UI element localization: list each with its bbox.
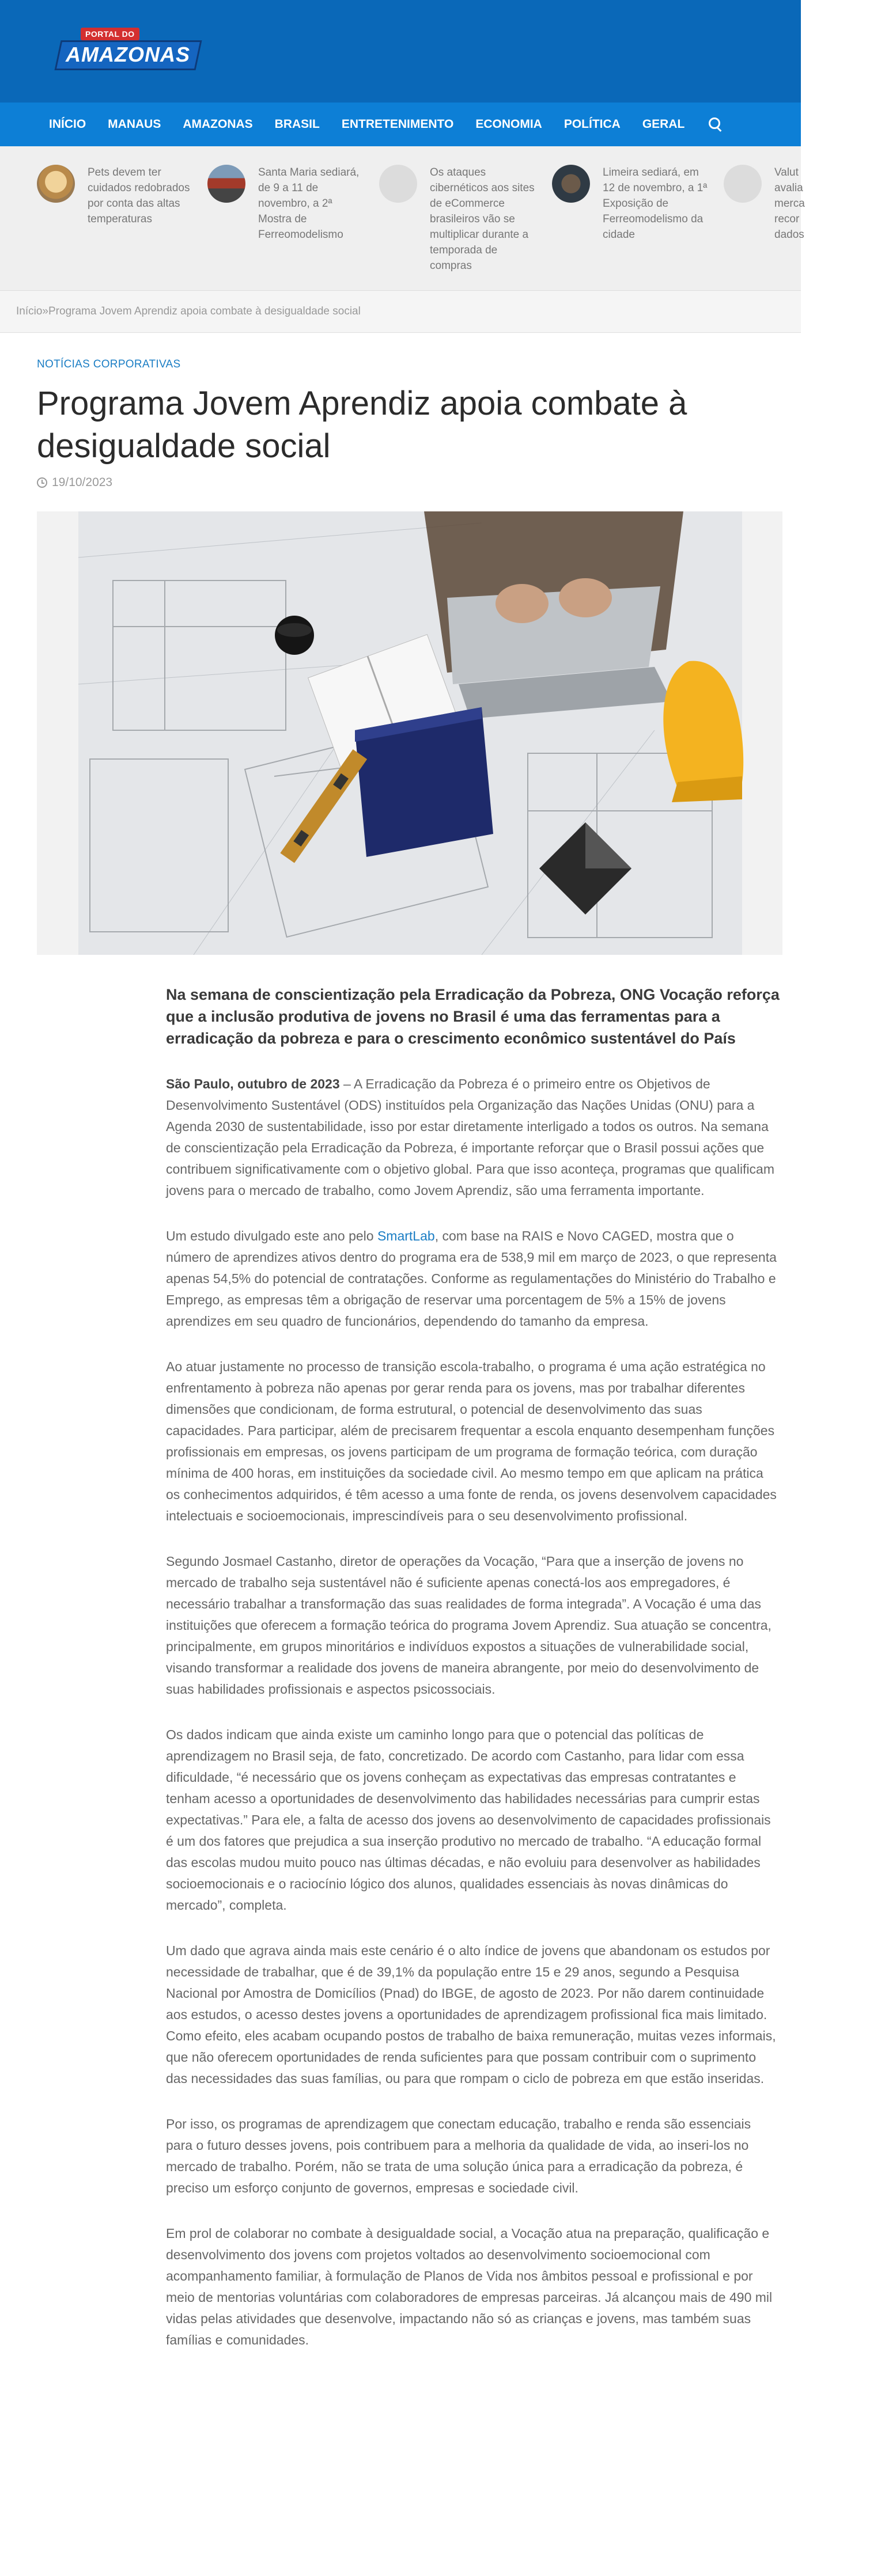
article-paragraph: Em prol de colaborar no combate à desigualdade social, a Vocação atua na preparação, qualificação e desenvolvimento dos jovens com projetos voltados ao desenvolvimento socioemocional com acompanhamento familiar, à formulação de Planos de Vida nos âmbitos pessoal e profissional e por meio de mentorias voluntárias com colaboradores de empresas parceiras. Já alcançou mais de 490 mil vidas pelas atividades que desenvolve, impactando não só as crianças e jovens, mas também suas famílias e comunidades. — [166, 2226, 773, 2347]
ticker-thumbnail — [37, 165, 75, 203]
article-category[interactable]: NOTÍCIAS CORPORATIVAS — [37, 358, 181, 370]
article-paragraph: Os dados indicam que ainda existe um caminho longo para que o potencial das políticas de aprendizagem no Brasil seja, de fato, concretizado. De acordo com Castanho, para lidar com essa dificuldade, “é necessário que os jovens conheçam as expectativas das empresas contratantes e tenham acesso a oportunidades de desenvolvimento das habilidades necessárias para cumprir estas expectativas.” Para ele, a falta de acesso dos jovens ao desenvolvimento de capacidades profissionais é um dos fatores que prejudica a sua inserção produtivo no mercado de trabalho. “A educação formal das escolas mudou muito pouco nas últimas décadas, e não evoluiu para desenvolver as habilidades socioemocionais e o raciocínio lógico dos alunos, qualidades essenciais às novas dinâmicas do mercado”, completa. — [166, 1727, 771, 1913]
ticker-thumbnail — [379, 165, 417, 203]
search-icon[interactable] — [709, 117, 723, 131]
hero-image-frame — [37, 511, 782, 955]
breadcrumb-separator: » — [42, 305, 48, 317]
ticker-headline[interactable]: Santa Maria sediará, de 9 a 11 de novembro, a 2ª Mostra de Ferreomodelismo — [258, 166, 360, 241]
article-paragraph-text: – A Erradicação da Pobreza é o primeiro entre os Objetivos de Desenvolvimento Sustentável (ODS) instituídos pela Organização das Nações Unidas (ONU) para a Agenda 2030 de sustentabilidade, isso por estar diretamente interligado a todos os outros. Na semana de conscientização pela Erradicação da Pobreza, é importante reforçar que o Brasil possui ações que contribuem significativamente com o objetivo global. Para que isso aconteça, programas que qualificam jovens para o mercado de trabalho, como Jovem Aprendiz, são uma ferramenta importante. — [166, 1076, 775, 1198]
nav-item-entretenimento[interactable]: ENTRETENIMENTO — [341, 117, 454, 131]
nav-item-economia[interactable]: ECONOMIA — [475, 117, 542, 131]
ticker-headline[interactable]: Os ataques cibernéticos aos sites de eCommerce brasileiros vão se multiplicar durante a temporada de compras — [430, 166, 535, 272]
nav-item-brasil[interactable]: BRASIL — [274, 117, 320, 131]
clock-icon — [37, 477, 47, 488]
nav-item-amazonas[interactable]: AMAZONAS — [183, 117, 253, 131]
ticker-item[interactable] — [37, 165, 198, 227]
logo-badge: PORTAL DO — [81, 28, 139, 40]
article-paragraph-text: , com base na RAIS e Novo CAGED, mostra que o número de aprendizes ativos dentro do programa era de 538,9 mil em março de 2023, o que representa apenas 54,5% do potencial de contratações. Conforme as regulamentações do Ministério do Trabalho e Emprego, as empresas têm a obrigação de reservar uma porcentagem de 5% a 15% de jovens aprendizes em seu quadro de funcionários, dependendo do tamanho da empresa. — [166, 1228, 777, 1329]
ticker-item[interactable] — [207, 165, 369, 242]
hero-image — [78, 511, 742, 955]
nav-item-inicio[interactable]: INÍCIO — [49, 117, 86, 131]
main-nav — [0, 103, 801, 146]
article-paragraph: Um dado que agrava ainda mais este cenário é o alto índice de jovens que abandonam os estudos por necessidade de trabalhar, que é de 39,1% da população entre 15 e 29 anos, segundo a Pesquisa Nacional por Amostra de Domicílios (Pnad) do IBGE, de agosto de 2023. Por não darem continuidade aos estudos, o acesso destes jovens a oportunidades de aprendizagem profissional fica mais limitado. Como efeito, eles acabam ocupando postos de trabalho de baixa remuneração, muitas vezes informais, que não oferecem oportunidades de renda suficientes para que possam contribuir com o suprimento das necessidades das suas famílias, ou para que rompam o ciclo de pobreza em que estão inseridas. — [166, 1943, 776, 2086]
article-dateline: São Paulo, outubro de 2023 — [166, 1076, 340, 1091]
article-body — [166, 984, 780, 2351]
article-paragraph — [166, 1073, 780, 1201]
article-lead: Na semana de conscientização pela Erradicação da Pobreza, ONG Vocação reforça que a inclusão produtiva de jovens no Brasil é uma das ferramentas para a erradicação da pobreza e para o crescimento econômico sustentável do País — [166, 986, 780, 1047]
article-paragraph: Segundo Josmael Castanho, diretor de operações da Vocação, “Para que a inserção de jovens no mercado de trabalho seja sustentável não é suficiente apenas conectá-los aos empregadores, é necessário trabalhar a transformação das suas realidades de forma integrada”. A Vocação é uma das instituições que oferecem a formação teórica do programa Jovem Aprendiz. Sua atuação se concentra, principalmente, em grupos minoritários e indivíduos expostos a situações de vulnerabilidade social, visando transformar a realidade dos jovens de maneira abrangente, por meio do desenvolvimento de suas habilidades profissionais e aspectos psicossociais. — [166, 1554, 771, 1697]
article-paragraph: Por isso, os programas de aprendizagem que conectam educação, trabalho e renda são essenciais para o futuro desses jovens, pois contribuem para a melhoria da qualidade de vida, ao inseri-los no mercado de trabalho. Porém, não se trata de uma solução única para a erradicação da pobreza, é preciso um esforço conjunto de governos, empresas e sociedade civil. — [166, 2116, 751, 2195]
ticker-item[interactable] — [552, 165, 713, 242]
logo-word: AMAZONAS — [66, 43, 190, 66]
ticker-thumbnail — [724, 165, 762, 203]
breadcrumb-current: Programa Jovem Aprendiz apoia combate à desigualdade social — [48, 305, 361, 317]
nav-item-geral[interactable]: GERAL — [642, 117, 685, 131]
ticker-headline[interactable]: Valut avalia merca recor dados — [774, 166, 805, 241]
article-title: Programa Jovem Aprendiz apoia combate à desigualdade social — [37, 385, 687, 465]
article-date-text: 19/10/2023 — [52, 476, 113, 489]
article-paragraph — [166, 1226, 780, 1332]
ticker-item[interactable] — [724, 165, 885, 242]
ticker-headline[interactable]: Pets devem ter cuidados redobrados por conta das altas temperaturas — [88, 166, 190, 225]
article-date — [37, 476, 764, 490]
smartlab-link[interactable]: SmartLab — [377, 1228, 435, 1243]
site-header — [0, 0, 801, 103]
hero-illustration — [78, 511, 742, 955]
ticker-headline[interactable]: Limeira sediará, em 12 de novembro, a 1ª Exposição de Ferreomodelismo da cidade — [603, 166, 708, 241]
article-paragraph: Ao atuar justamente no processo de transição escola-trabalho, o programa é uma ação estratégica no enfrentamento à pobreza não apenas por gerar renda para os jovens, mas por trabalhar diferentes dimensões que condicionam, de forma estrutural, o potencial de desenvolvimento das suas capacidades. Para participar, além de precisarem frequentar a escola enquanto desempenham funções profissionais em empresas, os jovens participam de um programa de formação teórica, com duração mínima de 400 horas, em instituições da sociedade civil. Ao mesmo tempo em que aplicam na prática os conhecimentos adquiridos, é têm acesso a uma fonte de renda, os jovens desenvolvem capacidades intelectuais e socioemocionais, imprescindíveis para o seu desenvolvimento profissional. — [166, 1359, 777, 1523]
ticker-item[interactable] — [379, 165, 540, 274]
site-logo[interactable] — [58, 26, 199, 74]
news-ticker — [0, 146, 805, 290]
breadcrumb-home[interactable]: Início — [16, 305, 43, 317]
nav-item-politica[interactable]: POLÍTICA — [563, 117, 621, 131]
ticker-thumbnail — [552, 165, 590, 203]
nav-item-manaus[interactable]: MANAUS — [108, 117, 161, 131]
article-paragraph-text: Um estudo divulgado este ano pelo — [166, 1228, 377, 1243]
breadcrumb — [0, 290, 801, 333]
article — [0, 358, 801, 2351]
ticker-thumbnail — [207, 165, 245, 203]
